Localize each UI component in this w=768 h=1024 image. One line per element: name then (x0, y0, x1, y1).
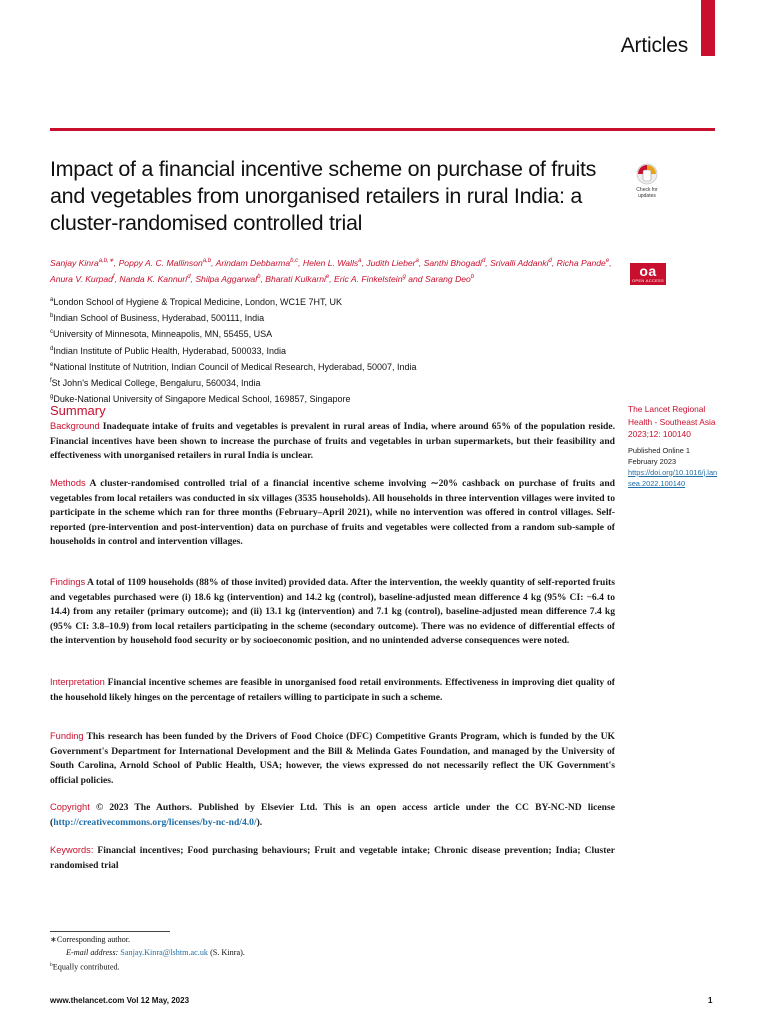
affiliation-text: National Institute of Nutrition, Indian Council of Medical Research, Hyderabad, 50007, India (53, 361, 417, 372)
author-name[interactable]: Poppy A. C. Mallinson (118, 257, 203, 268)
open-access-badge (630, 263, 666, 285)
abstract-copyright (50, 800, 615, 830)
funding-label: Funding (50, 731, 84, 741)
equal-text: Equally contributed. (52, 962, 120, 972)
interpretation-text: Financial incentive schemes are feasible in unorganised food retail environments. Effectiveness in improving diet quality of the household likely hinges on the percentage of retailers willing to participate in such a scheme. (50, 677, 615, 703)
author-name[interactable]: Judith Lieber (366, 257, 416, 268)
section-label: Articles (620, 34, 688, 57)
affiliation-text: Indian School of Business, Hyderabad, 500111, India (53, 313, 265, 324)
affiliation-sup: b (50, 313, 54, 320)
affiliation-sup: f (50, 378, 52, 385)
footnote-rule (50, 931, 170, 932)
footnotes (50, 934, 450, 974)
background-text: Inadequate intake of fruits and vegetables is prevalent in rural areas of India, where around 65% of the population reside. Financial incentives have been shown to increase the purchase of fruits and vegetables in urban supermarkets, but their feasibility and effectiveness with unorganised retailers in rural India is unclear. (50, 421, 615, 462)
email-link[interactable]: Sanjay.Kinra@lshtm.ac.uk (120, 947, 209, 957)
copyright-text-post: ). (256, 816, 263, 828)
affiliation-sup: d (50, 345, 54, 352)
author-affiliation-sup: a (358, 258, 362, 264)
author-affiliation-sup: f (112, 273, 115, 280)
keywords (50, 843, 615, 873)
author-affiliation-sup: e (605, 258, 610, 264)
author-name[interactable]: Santhi Bhogadi (423, 257, 482, 268)
doi-link[interactable]: https://doi.org/10.1016/j.lansea.2022.100140 (628, 467, 718, 488)
email-label: E-mail address: (66, 947, 119, 957)
check-text-line2: updates (638, 193, 656, 199)
summary-heading: Summary (50, 403, 106, 418)
author-affiliation-sup: b (470, 273, 475, 280)
email-note (50, 947, 450, 960)
affiliation-item (50, 374, 610, 390)
author-affiliation-sup: g (402, 273, 406, 280)
affiliation-text: St John's Medical College, Bengaluru, 560034, India (51, 378, 261, 389)
author-name[interactable]: Anura V. Kurpad (50, 273, 113, 284)
author-name[interactable]: Nanda K. Kannuri (119, 273, 188, 284)
author-name[interactable]: Arindam Debbarma (215, 257, 291, 268)
check-for-updates-icon[interactable] (629, 162, 665, 200)
affiliation-item (50, 390, 610, 406)
copyright-text-pre: © 2023 The Authors. Published by Elsevier Ltd. This is an open access article under the CC BY-NC-ND license ( (50, 802, 615, 828)
affiliation-item (50, 358, 610, 374)
affiliation-text: Duke-National University of Singapore Medical School, 169857, Singapore (53, 394, 351, 405)
findings-label: Findings (50, 577, 86, 587)
affiliation-text: London School of Hygiene & Tropical Medicine, London, WC1E 7HT, UK (53, 297, 343, 307)
corner-accent-bar (701, 0, 715, 56)
author-name[interactable]: Helen L. Walls (302, 257, 359, 268)
author-affiliation-sup: e (325, 273, 330, 280)
equal-sup: b (50, 962, 53, 968)
funding-text: This research has been funded by the Drivers of Food Choice (DFC) Competitive Grants Program, which is funded by the UK Government's Department for International Development and the Bill & Melinda Gates Foundation, and managed by the University of South Carolina, Arnold School of Public Health, USA; however, the views expressed do not necessarily reflect the UK Government's official policies. (50, 731, 615, 786)
author-affiliation-sup: b,c (290, 258, 299, 264)
author-name[interactable]: Sarang Deo (424, 273, 471, 284)
header-rule (50, 128, 715, 131)
article-sidebar (628, 403, 718, 489)
abstract-findings (50, 575, 615, 649)
abstract-background (50, 419, 615, 464)
affiliation-sup: a (50, 297, 54, 303)
methods-label: Methods (50, 478, 86, 488)
findings-text: A total of 1109 households (88% of those invited) provided data. After the intervention, the weekly quantity of self-reported fruits and vegetables purchased were (i) 18.6 kg (intervention) and 14.2 kg (control), baseline-adjusted mean difference 4 kg (95% CI: −6.4 to 14.4) from any retailer (primary outcome); and (ii) 13.1 kg (intervention) and 7.1 kg (control), baseline-adjusted mean difference 7.4 kg (95% CI: 3.8–10.9) from local retailers participating in the scheme (secondary outcome). There was no evidence of differential effects of the intervention by household food security or by socioeconomic position, and no unintended adverse consequences were noted. (50, 577, 615, 647)
article-title: Impact of a financial incentive scheme on purchase of fruits and vegetables from unorganised retailers in rural India: a cluster-randomised controlled trial (50, 157, 597, 235)
author-name[interactable]: Srivalli Addanki (490, 257, 549, 268)
author-affiliation-sup: d (548, 258, 552, 264)
abstract-funding (50, 729, 615, 788)
author-name[interactable]: Eric A. Finkelstein (334, 273, 403, 284)
keywords-text: Financial incentives; Food purchasing behaviours; Fruit and vegetable intake; Chronic disease prevention; India; Cluster randomised trial (50, 845, 615, 871)
author-affiliation-sup: d (481, 258, 486, 264)
license-link[interactable]: http://creativecommons.org/licenses/by-nc-nd/4.0/ (53, 816, 257, 828)
affiliation-item (50, 309, 610, 325)
equal-contribution-note (50, 959, 450, 974)
corresponding-author-note: ∗Corresponding author. (50, 935, 131, 944)
affiliation-sup: e (50, 361, 54, 368)
affiliation-sup: g (50, 394, 54, 401)
check-text-line1: Check for (636, 187, 658, 193)
email-after: (S. Kinra). (210, 947, 245, 957)
author-name[interactable]: Sanjay Kinra (50, 257, 99, 268)
affiliation-text: Indian Institute of Public Health, Hyderabad, 500033, India (53, 345, 286, 356)
affiliation-item (50, 293, 610, 309)
published-online: Published Online 1 February 2023 (628, 445, 691, 466)
affiliation-list (50, 293, 610, 406)
background-label: Background (50, 421, 100, 431)
abstract-methods (50, 476, 615, 550)
oa-logo-text: oa (639, 263, 657, 279)
footer-journal: www.thelancet.com Vol 12 May, 2023 (50, 996, 190, 1005)
author-list: Sanjay Kinra$^{a,b,∗}$, Poppy A. C. Mallinson$^{a,b}$, Arindam Debbarma$^{b,c}$, Helen L. Walls$^a$, Judith Lieber$^a$, Santhi Bhogadi$^d$, Srivalli Addanki$^d$, Richa Pande$^e$, Anura V. Kurpad$^f$, Nanda K. Kannuri$^d$, Shilpa Aggarwal$^b$, Bharati Kulkarni$^e$, Eric A. Finkelstein$^g$ and Sarang Deo$^b$ (50, 257, 612, 284)
methods-text: A cluster-randomised controlled trial of a financial incentive scheme involving ∼20% cashback on purchase of fruits and vegetables from local retailers was conducted in six villages (3535 households). All households in three intervention villages were invited to participate in the scheme which ran for three months (February–April 2021), while no intervention was offered in control villages. Self-reported (pre-intervention and post-intervention) data on purchase of fruits and vegetables were collected from a random sub-sample of households in control and intervention villages. (50, 478, 615, 548)
author-name[interactable]: Richa Pande (556, 257, 606, 268)
affiliation-text: University of Minnesota, Minneapolis, MN, 55455, USA (53, 329, 273, 340)
page-number: 1 (708, 996, 713, 1005)
author-name[interactable]: Shilpa Aggarwal (195, 273, 258, 284)
oa-small-text: OPEN ACCESS (632, 278, 664, 283)
author-affiliation-sup: a,b,∗ (98, 258, 114, 264)
author-affiliation-sup: d (187, 273, 191, 280)
affiliation-sup: c (50, 329, 53, 336)
author-affiliation-sup: b (257, 273, 261, 280)
affiliation-item (50, 342, 610, 358)
abstract-interpretation (50, 675, 615, 705)
keywords-label: Keywords: (50, 845, 94, 855)
copyright-label: Copyright (50, 802, 90, 812)
affiliation-item (50, 325, 610, 341)
journal-citation: The Lancet Regional Health - Southeast Asia 2023;12: 100140 (628, 404, 716, 439)
author-name[interactable]: Bharati Kulkarni (265, 273, 326, 284)
interpretation-label: Interpretation (50, 677, 105, 687)
author-affiliation-sup: a,b (202, 258, 212, 264)
author-affiliation-sup: a (415, 258, 419, 264)
